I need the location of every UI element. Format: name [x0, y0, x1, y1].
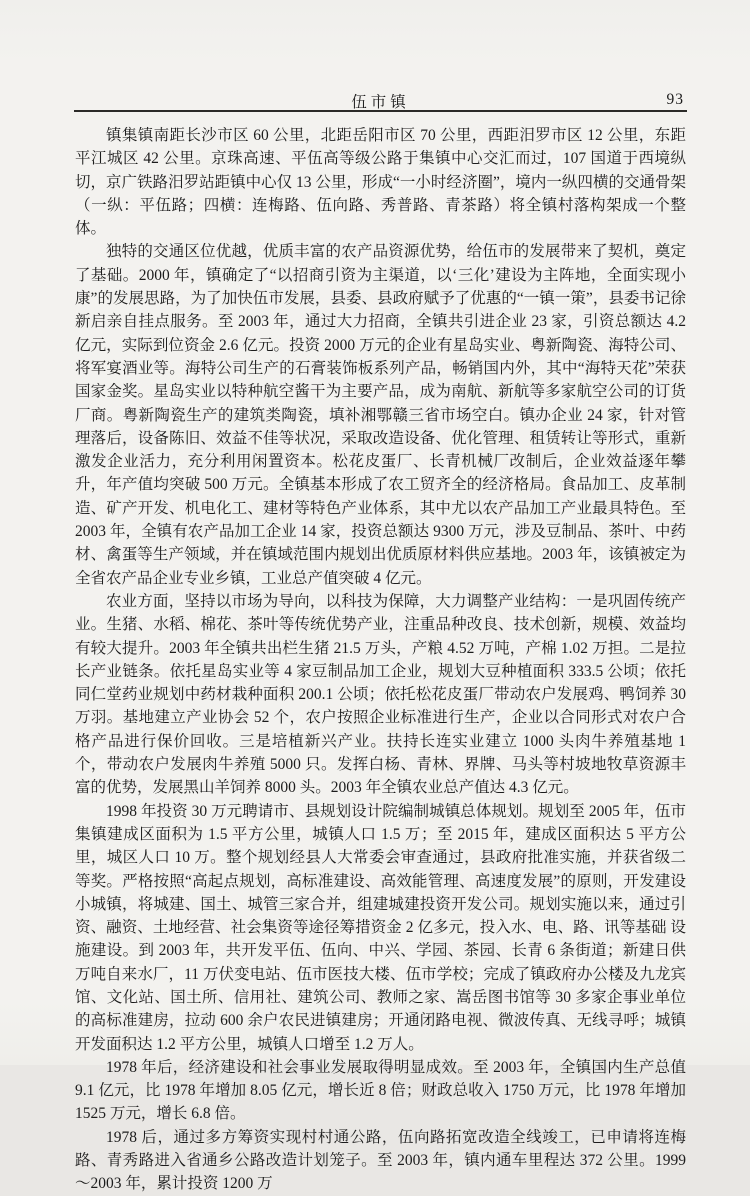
body-paragraph-industry-investment: 独特的交通区位优越，优质丰富的农产品资源优势，给伍市的发展带来了契机，奠定了基础。2000 年，镇确定了“以招商引资为主渠道，以‘三化’建设为主阵地，全面实现小康”的发展思路，为了加快伍市发展，县委、县政府赋予了优惠的“一镇一策”，县委书记徐新启亲自挂点服务。至 2003 年，通过大力招商，全镇共引进企业 23 家，引资总额达 4.2 亿元，实际到位资金 2.6 亿元。投资 2000 万元的企业有星岛实业、粤新陶瓷、海特公司、将军宴酒业等。海特公司生产的石膏装饰板系列产品，畅销国内外，其中“海特天花”荣获国家金奖。星岛实业以特种航空酱干为主要产品，成为南航、新航等多家航空公司的订货厂商。粤新陶瓷生产的建筑类陶瓷，填补湘鄂赣三省市场空白。镇办企业 24 家，针对管理落后，设备陈旧、效益不佳等状况，采取改造设备、优化管理、租赁转让等形式，重新激发企业活力，充分利用闲置资本。松花皮蛋厂、长青机械厂改制后，企业效益逐年攀升，年产值均突破 500 万元。全镇基本形成了农工贸齐全的经济格局。食品加工、皮革制造、矿产开发、机电化工、建材等特色产业体系，其中尤以农产品加工产业最具特色。至 2003 年，全镇有农产品加工企业 14 家，投资总额达 9300 万元，涉及豆制品、茶叶、中药材、禽蛋等生产领域，并在镇域范围内规划出优质原材料供应基地。2003 年，该镇被定为全省农产品企业专业乡镇，工业总产值突破 4 亿元。	[75, 243, 686, 587]
page-number: 93	[666, 91, 684, 108]
running-header	[75, 90, 686, 112]
body-paragraph-agriculture: 农业方面，坚持以市场为导向，以科技为保障，大力调整产业结构：一是巩固传统产业。生猪、水稻、棉花、茶叶等传统优势产业，注重品种改良、技术创新，规模、效益均有较大提升。2003 年全镇共出栏生猪 21.5 万头，产粮 4.52 万吨，产棉 1.02 万担。二是拉长产业链条。依托星岛实业等 4 家豆制品加工企业，规划大豆种植面积 333.5 公顷；依托同仁堂药业规划中药材栽种面积 200.1 公顷；依托松花皮蛋厂带动农户发展鸡、鸭饲养 30 万羽。基地建立产业协会 52 个，农户按照企业标准进行生产，企业以合同形式对农户合格产品进行保价回收。三是培植新兴产业。扶持长连实业建立 1000 头肉牛养殖基地 1 个，带动农户发展肉牛养殖 5000 只。发挥白杨、青林、界牌、马头等村坡地牧草资源丰富的优势，发展黑山羊饲养 8000 头。2003 年全镇农业总产值达 4.3 亿元。	[75, 592, 686, 797]
document-body	[75, 124, 686, 1196]
body-paragraph-town-planning: 1998 年投资 30 万元聘请市、县规划设计院编制城镇总体规划。规划至 2005 年，伍市集镇建成区面积为 1.5 平方公里，城镇人口 1.5 万；至 2015 年，建成区面积达 5 平方公里，城区人口 10 万。整个规划经县人大常委会审查通过，县政府批准实施，并获省级二等奖。严格按照“高起点规划，高标准建设、高效能管理、高速度发展”的原则，开发建设小城镇，将城建、国土、城管三家合并，组建城建投资开发公司。规划实施以来，通过引资、融资、土地经营、社会集资等途径筹措资金 2 亿多元，投入水、电、路、讯等基础 设施建设。到 2003 年，共开发平伍、伍向、中兴、学园、茶园、长青 6 条街道；新建日供万吨自来水厂，11 万伏变电站、伍市医技大楼、伍市学校；完成了镇政府办公楼及九龙宾馆、文化站、国土所、信用社、建筑公司、教师之家、嵩岳图书馆等 30 多家企事业单位的高标准建房，拉动 600 余户农民进镇建房；开通闭路电视、微波传真、无线寻呼；城镇开发面积达 1.2 平方公里，城镇人口增至 1.2 万人。	[75, 802, 686, 1053]
header-rule	[74, 110, 687, 112]
body-paragraph-roads: 1978 后，通过多方筹资实现村村通公路，伍向路拓宽改造全线竣工，已申请将连梅路、青秀路进入省通乡公路改造计划笼子。至 2003 年，镇内通车里程达 372 公里。1999～2003 年，累计投资 1200 万	[75, 1128, 686, 1193]
running-head-title: 伍市镇	[351, 94, 410, 111]
body-paragraph-location-transport: 镇集镇南距长沙市区 60 公里，北距岳阳市区 70 公里，西距汨罗市区 12 公里，东距平江城区 42 公里。京珠高速、平伍高等级公路于集镇中心交汇而过，107 国道于西境纵切，京广铁路汨罗站距镇中心仅 13 公里，形成“一小时经济圈”，境内一纵四横的交通骨架（一纵：平伍路；四横：连梅路、伍向路、秀普路、青茶路）将全镇村落构架成一个整体。	[75, 127, 686, 238]
body-paragraph-economic-growth: 1978 年后，经济建设和社会事业发展取得明显成效。至 2003 年，全镇国内生产总值 9.1 亿元，比 1978 年增加 8.05 亿元，增长近 8 倍；财政总收入 1750 万元，比 1978 年增加 1525 万元，增长 6.8 倍。	[75, 1058, 686, 1123]
